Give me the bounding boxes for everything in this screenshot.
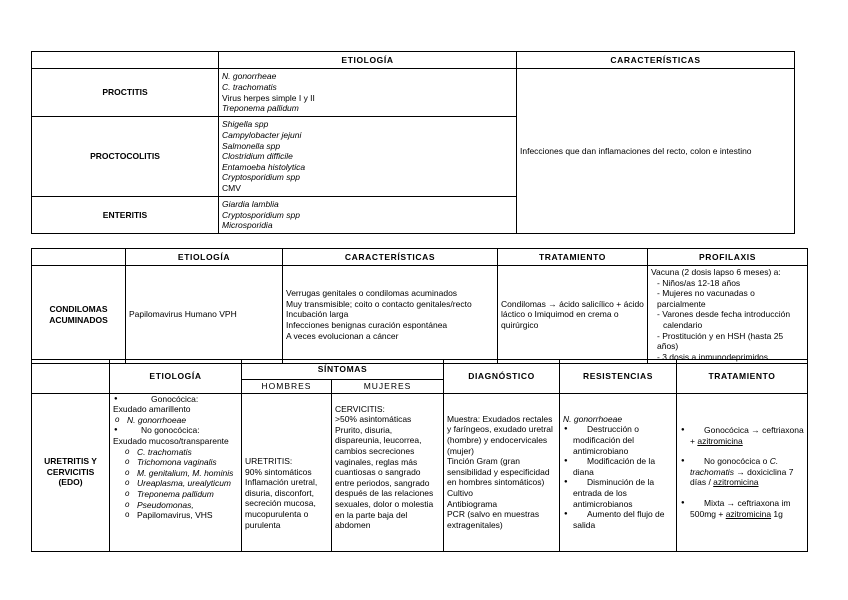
prophylaxis-item: - Mujeres no vacunadas o parcialmente (657, 288, 755, 309)
resistance-item: ● Aumento del flujo de salida (573, 509, 673, 530)
corner-cell (32, 249, 126, 266)
resistance-cell (560, 393, 677, 551)
row-label-proctocolitis: PROCTOCOLITIS (32, 117, 219, 197)
table-condylomas (31, 248, 808, 364)
organism: CMV (222, 182, 241, 193)
organism: Microsporidia (222, 220, 273, 231)
diagnosis-line: Cultivo (447, 487, 473, 498)
header-symptoms: SÍNTOMAS (242, 360, 444, 380)
treatment-item: ● No gonocócica o C. trachomatis → doxiciclina 7 días / azitromicina (690, 456, 804, 488)
organism: Entamoeba histolytica (222, 161, 306, 172)
organism: Cryptosporidium spp (222, 172, 300, 183)
symptoms-men (242, 393, 332, 551)
organism: Campylobacter jejuni (222, 130, 302, 141)
organism: Cryptosporidium spp (222, 209, 300, 220)
characteristic-line: Incubación larga (286, 309, 349, 320)
etiology-gono-desc: Exudado amarillento (113, 404, 191, 415)
organism: o Treponema pallidum (137, 489, 238, 500)
organism: C. trachomatis (222, 81, 277, 92)
etiology-enteritis (219, 197, 517, 234)
characteristic-line: Verrugas genitales o condilomas acuminados (286, 288, 458, 299)
treatment-item: ● Gonocócica → ceftriaxona + azitromicina (690, 425, 804, 446)
etiology-proctitis (219, 69, 517, 117)
table-urethritis (31, 359, 808, 552)
resistance-item: ● Disminución de la entrada de los antimicrobianos (573, 477, 673, 509)
characteristics-condylomas (283, 266, 498, 364)
men-title: URETRITIS: (245, 456, 293, 467)
treatment-item: ● Mixta → ceftriaxona im 500mg + azitromicina 1g (690, 498, 804, 519)
etiology-gono-title: ● Gonocócica: (123, 394, 238, 405)
table-rectal-infections (31, 51, 795, 234)
prophylaxis-item: - 3 dosis a inmunodeprimidos (657, 351, 769, 362)
corner-cell (32, 360, 110, 394)
corner-cell (32, 52, 219, 69)
prophylaxis-condylomas (648, 266, 808, 364)
prophylaxis-item: - Varones desde fecha introducción calendario (657, 309, 791, 330)
organism: o C. trachomatis (137, 447, 238, 458)
treatment-cell (677, 393, 808, 551)
prophylaxis-item: - Prostitución y en HSH (hasta 25 años) (657, 330, 784, 352)
organism: N. gonorrheae (222, 71, 277, 82)
women-percent: >50% asintomáticas (335, 414, 412, 425)
header-etiology: ETIOLOGÍA (110, 360, 242, 394)
organism: o M. genitalium, M. hominis (137, 468, 238, 479)
organism: Clostridium difficile (222, 151, 293, 162)
organism: Salmonella spp (222, 140, 281, 151)
header-treatment: TRATAMIENTO (677, 360, 808, 394)
header-characteristics: CARACTERÍSTICAS (517, 52, 795, 69)
organism: o N. gonorrhoeae (127, 415, 238, 426)
etiology-proctocolitis (219, 117, 517, 197)
symptoms-women (332, 393, 444, 551)
header-characteristics: CARACTERÍSTICAS (283, 249, 498, 266)
diagnosis-line: PCR (salvo en muestras extragenitales) (447, 509, 540, 530)
row-label-urethritis: URETRITIS Y CERVICITIS (EDO) (32, 393, 110, 551)
organism: Shigella spp (222, 119, 269, 130)
treatment-condylomas: Condilomas → ácido salicílico + ácido láctico o Imiquimod en crema o quirúrgico (498, 266, 648, 364)
diagnosis-cell (444, 393, 560, 551)
etiology-nongono-desc: Exudado mucoso/transparente (113, 435, 229, 446)
diagnosis-line: Tinción Gram (gran sensibilidad y especificidad en hombres sintomáticos) (447, 456, 550, 488)
prophylaxis-item: - Niños/as 12-18 años (657, 277, 741, 288)
subheader-men: HOMBRES (242, 380, 332, 394)
characteristic-line: Muy transmisible; coito o contacto genitales/recto (286, 298, 472, 309)
organism: Virus herpes simple I y II (222, 92, 315, 103)
etiology-condylomas: Papilomavirus Humano VPH (126, 266, 283, 364)
header-resistance: RESISTENCIAS (560, 360, 677, 394)
resistance-item: ● Destrucción o modificación del antimicrobiano (573, 424, 673, 456)
header-treatment: TRATAMIENTO (498, 249, 648, 266)
organism: o Papilomavirus, VHS (137, 510, 238, 521)
organism: Giardia lamblia (222, 199, 279, 210)
resistance-item: ● Modificación de la diana (573, 456, 673, 477)
organism: Treponema pallidum (222, 103, 299, 114)
header-prophylaxis: PROFILAXIS (648, 249, 808, 266)
prophylaxis-title: Vacuna (2 dosis lapso 6 meses) a: (651, 267, 781, 277)
organism: o Pseudomonas, (137, 500, 238, 511)
header-diagnosis: DIAGNÓSTICO (444, 360, 560, 394)
subheader-women: MUJERES (332, 380, 444, 394)
women-title: CERVICITIS: (335, 403, 385, 414)
characteristic-line: Infecciones benignas curación espontánea (286, 319, 448, 330)
etiology-urethritis (110, 393, 242, 551)
row-label-enteritis: ENTERITIS (32, 197, 219, 234)
organism: o Ureaplasma, urealyticum (137, 478, 238, 489)
row-label-proctitis: PROCTITIS (32, 69, 219, 117)
characteristics-cell: Infecciones que dan inflamaciones del recto, colon e intestino (517, 69, 795, 234)
header-etiology: ETIOLOGÍA (219, 52, 517, 69)
diagnosis-line: Muestra: Exudados rectales y faríngeos, exudado uretral (hombre) y endocervicales (mujer) (447, 413, 553, 456)
organism: o Trichomona vaginalis (137, 457, 238, 468)
men-desc: Inflamación uretral, disuria, disconfort, secreción mucosa, mucopurulenta o purulenta (245, 477, 318, 530)
row-label-condylomas: CONDILOMAS ACUMINADOS (32, 266, 126, 364)
etiology-nongono-title: ● No gonocócica: (123, 425, 238, 436)
diagnosis-line: Antibiograma (447, 498, 498, 509)
characteristic-line: A veces evolucionan a cáncer (286, 330, 399, 341)
women-desc: Prurito, disuria, dispareunia, leucorrea, cambios secreciones vaginales, reglas más cuantiosas o sangrado entre periodos, sangrado después de las relaciones sexuales, dolor o molestia en la parte baja del abdomen (335, 424, 434, 531)
header-etiology: ETIOLOGÍA (126, 249, 283, 266)
resistance-organism: N. gonorrhoeae (563, 413, 623, 424)
men-percent: 90% sintomáticos (245, 466, 312, 477)
